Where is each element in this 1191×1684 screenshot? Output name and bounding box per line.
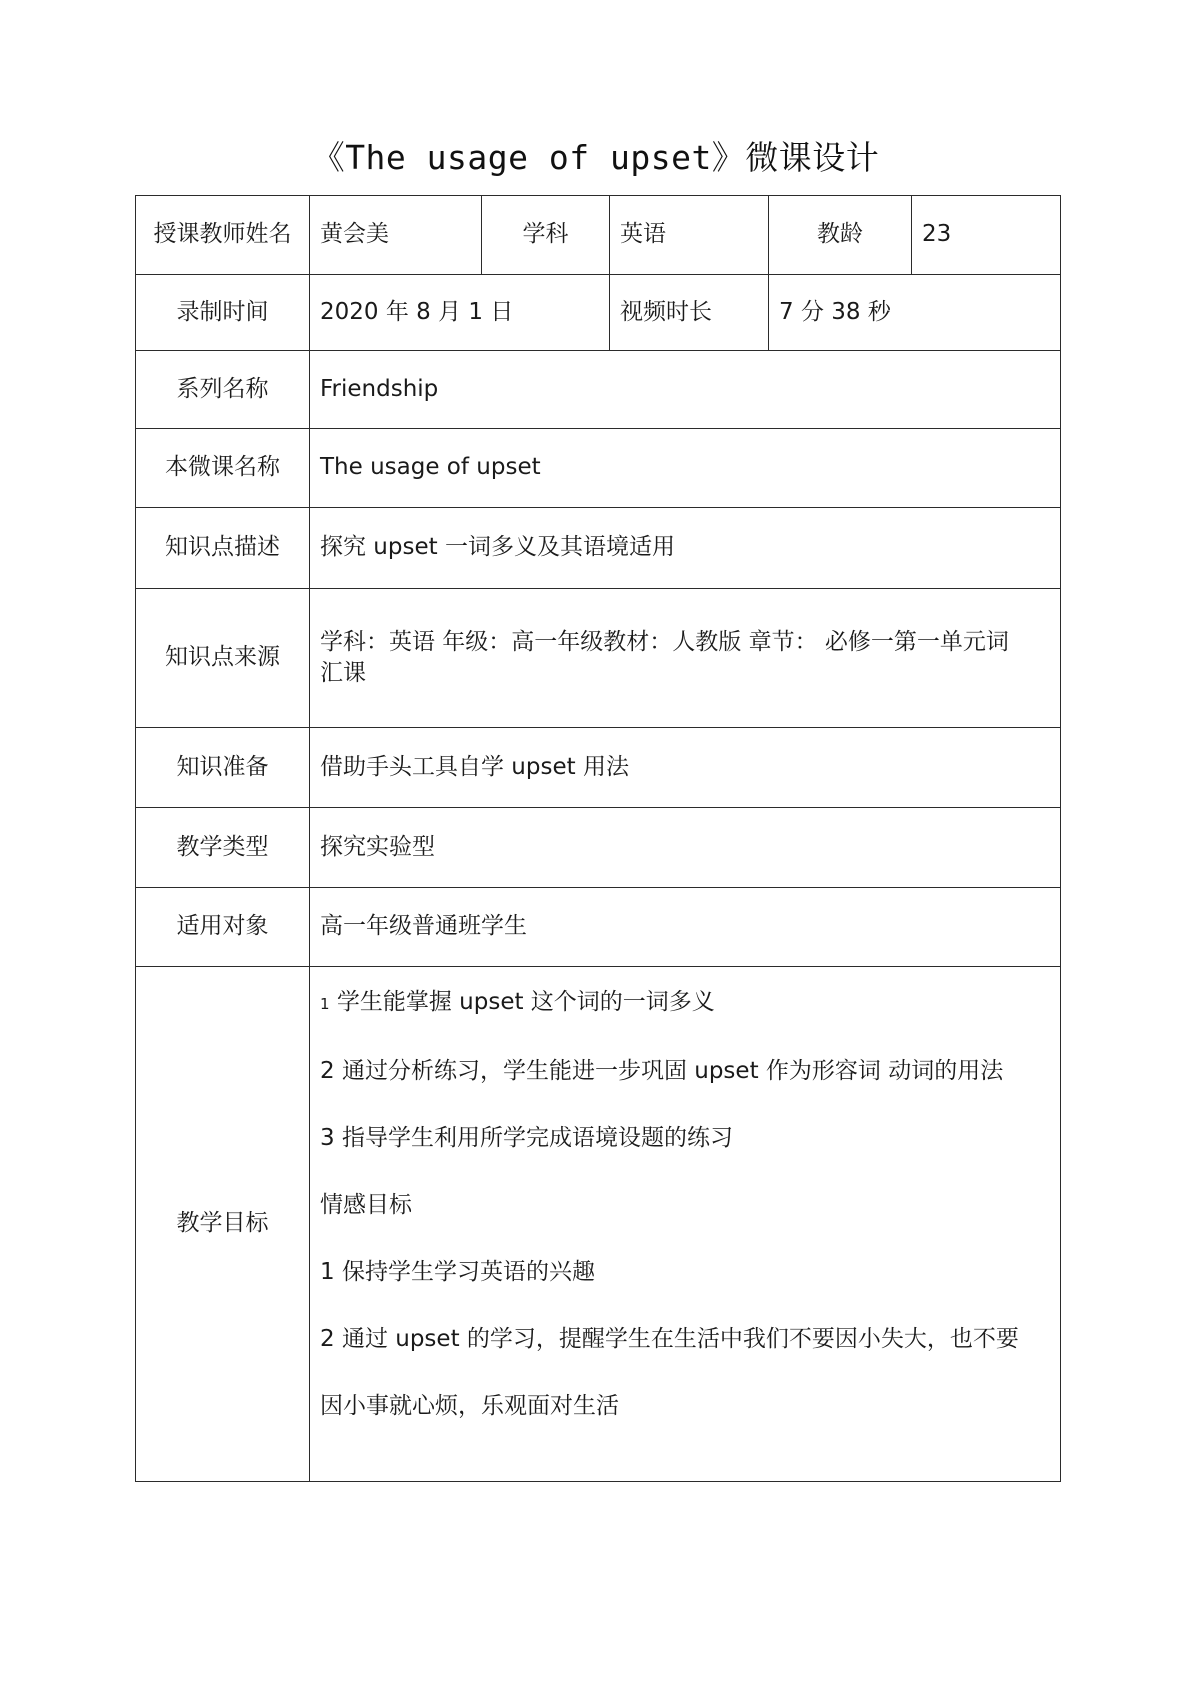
teacher-name-label: 授课教师姓名: [136, 196, 310, 275]
series-name-value: Friendship: [310, 351, 1061, 429]
goal-line: 情感目标: [320, 1192, 412, 1218]
lesson-name-label: 本微课名称: [136, 429, 310, 508]
video-duration-value: 7 分 38 秒: [769, 275, 1061, 351]
goal-line: [320, 969, 1050, 1038]
knowledge-preparation-value: 借助手头工具自学 upset 用法: [310, 728, 1061, 808]
goal-number: 1: [320, 995, 330, 1013]
knowledge-description-label: 知识点描述: [136, 508, 310, 589]
table-row: [136, 967, 1061, 1482]
teacher-name-value: 黄会美: [310, 196, 482, 275]
series-name-label: 系列名称: [136, 351, 310, 429]
target-audience-value: 高一年级普通班学生: [310, 888, 1061, 967]
subject-label: 学科: [482, 196, 610, 275]
teaching-years-value: 23: [912, 196, 1061, 275]
teaching-type-label: 教学类型: [136, 808, 310, 888]
record-date-value: 2020 年 8 月 1 日: [310, 275, 610, 351]
teaching-goals-list: [320, 967, 1050, 1470]
target-audience-label: 适用对象: [136, 888, 310, 967]
goal-line: 1 保持学生学习英语的兴趣: [320, 1259, 595, 1285]
table-row: [136, 728, 1061, 808]
table-row: [136, 196, 1061, 275]
knowledge-source-label: 知识点来源: [136, 589, 310, 728]
table-row: [136, 589, 1061, 728]
teaching-type-value: 探究实验型: [310, 808, 1061, 888]
goal-line: 2 通过 upset 的学习，提醒学生在生活中我们不要因小失大，也不要: [320, 1326, 1019, 1352]
subject-value: 英语: [610, 196, 769, 275]
table-row: [136, 508, 1061, 589]
teaching-years-label: 教龄: [769, 196, 912, 275]
knowledge-source-line: 学科：英语 年级：高一年级教材：人教版 章节： 必修一第一单元词: [320, 628, 1009, 655]
teaching-goals-label: 教学目标: [136, 967, 310, 1482]
knowledge-preparation-label: 知识准备: [136, 728, 310, 808]
teaching-goals-value: [310, 967, 1061, 1482]
knowledge-source-line: 汇课: [320, 660, 366, 686]
lesson-design-table: [135, 195, 1061, 1482]
goal-line: 3 指导学生利用所学完成语境设题的练习: [320, 1125, 733, 1151]
knowledge-source-value: [310, 589, 1061, 728]
knowledge-description-value: 探究 upset 一词多义及其语境适用: [310, 508, 1061, 589]
goal-line: 因小事就心烦，乐观面对生活: [320, 1393, 619, 1419]
table-row: [136, 429, 1061, 508]
table-row: [136, 351, 1061, 429]
table-row: [136, 275, 1061, 351]
table-row: [136, 888, 1061, 967]
page-title: 《The usage of upset》微课设计: [311, 138, 880, 177]
lesson-name-value: The usage of upset: [310, 429, 1061, 508]
table-row: [136, 808, 1061, 888]
goal-line: 2 通过分析练习，学生能进一步巩固 upset 作为形容词 动词的用法: [320, 1058, 1004, 1084]
video-duration-label: 视频时长: [610, 275, 769, 351]
goal-text: 学生能掌握 upset 这个词的一词多义: [336, 989, 715, 1015]
record-date-label: 录制时间: [136, 275, 310, 351]
